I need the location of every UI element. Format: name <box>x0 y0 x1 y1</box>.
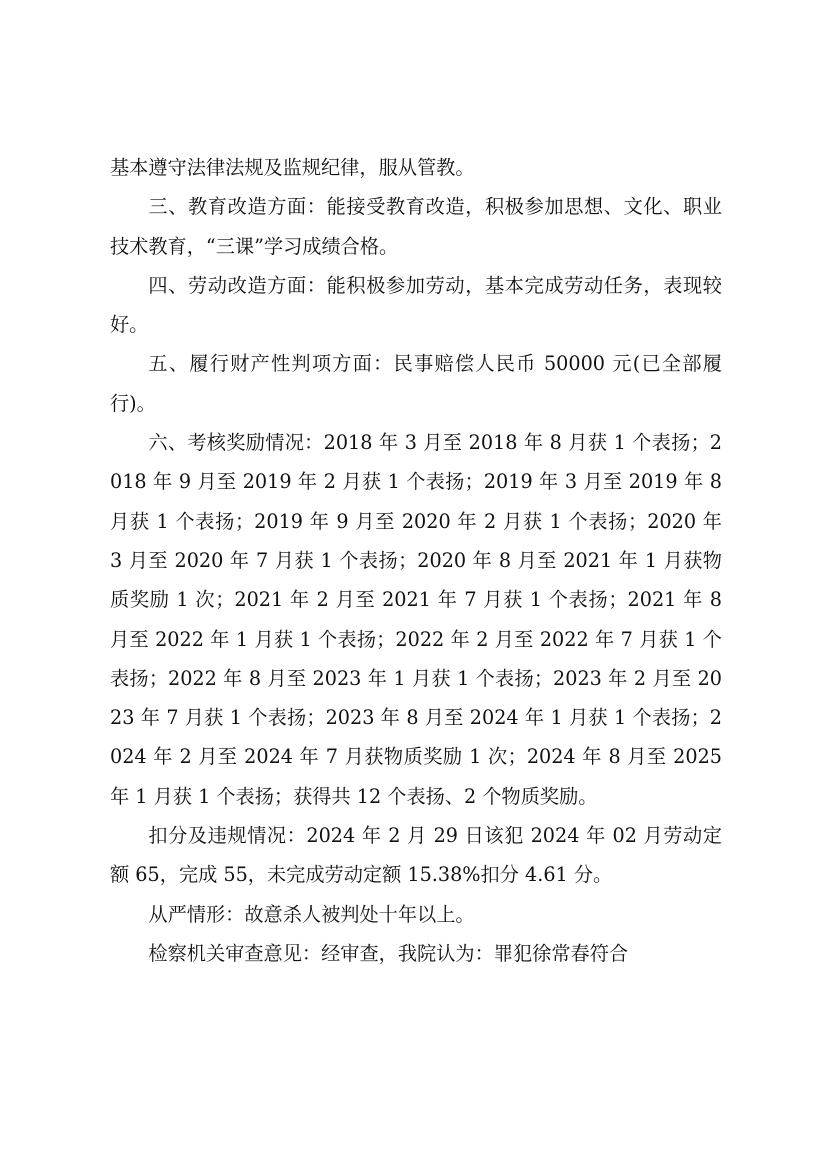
paragraph-strict-circumstances: 从严情形：故意杀人被判处十年以上。 <box>148 902 475 926</box>
paragraph-procuratorate-opinion: 检察机关审查意见：经审查，我院认为：罪犯徐常春符合 <box>148 941 629 965</box>
paragraph-deductions-violations: 扣分及违规情况：2024 年 2 月 29 日该犯 2024 年 02 月劳动定额 65，完成 55，未完成劳动定额 15.38%扣分 4.61 分。 <box>110 824 722 887</box>
paragraph-labor-reform: 四、劳动改造方面：能积极参加劳动，基本完成劳动任务，表现较好。 <box>110 273 722 337</box>
document-body <box>110 148 722 973</box>
paragraph-property-judgment: 五、履行财产性判项方面：民事赔偿人民币 50000 元(已全部履行)。 <box>110 352 722 415</box>
paragraph-discipline: 基本遵守法律法规及监规纪律，服从管教。 <box>110 156 475 179</box>
paragraph-assessment-rewards: 六、考核奖励情况：2018 年 3 月至 2018 年 8 月获 1 个表扬；2018 年 9 月至 2019 年 2 月获 1 个表扬；2019 年 3 月至 2019 年 8 月获 1 个表扬；2019 年 9 月至 2020 年 2 月获 1 个表扬；2020 年 3 月至 2020 年 7 月获 1 个表扬；2020 年 8 月至 2021 年 1 月获物质奖励 1 次；2021 年 2 月至 2021 年 7 月获 1 个表扬；2021 年 8 月至 2022 年 1 月获 1 个表扬；2022 年 2 月至 2022 年 7 月获 1 个表扬；2022 年 8 月至 2023 年 1 月获 1 个表扬；2023 年 2 月至 2023 年 7 月获 1 个表扬；2023 年 8 月至 2024 年 1 月获 1 个表扬；2024 年 2 月至 2024 年 7 月获物质奖励 1 次；2024 年 8 月至 2025 年 1 月获 1 个表扬；获得共 12 个表扬、2 个物质奖励。 <box>110 431 722 808</box>
paragraph-education-reform: 三、教育改造方面：能接受教育改造，积极参加思想、文化、职业技术教育，“三课”学习成绩合格。 <box>110 195 722 258</box>
